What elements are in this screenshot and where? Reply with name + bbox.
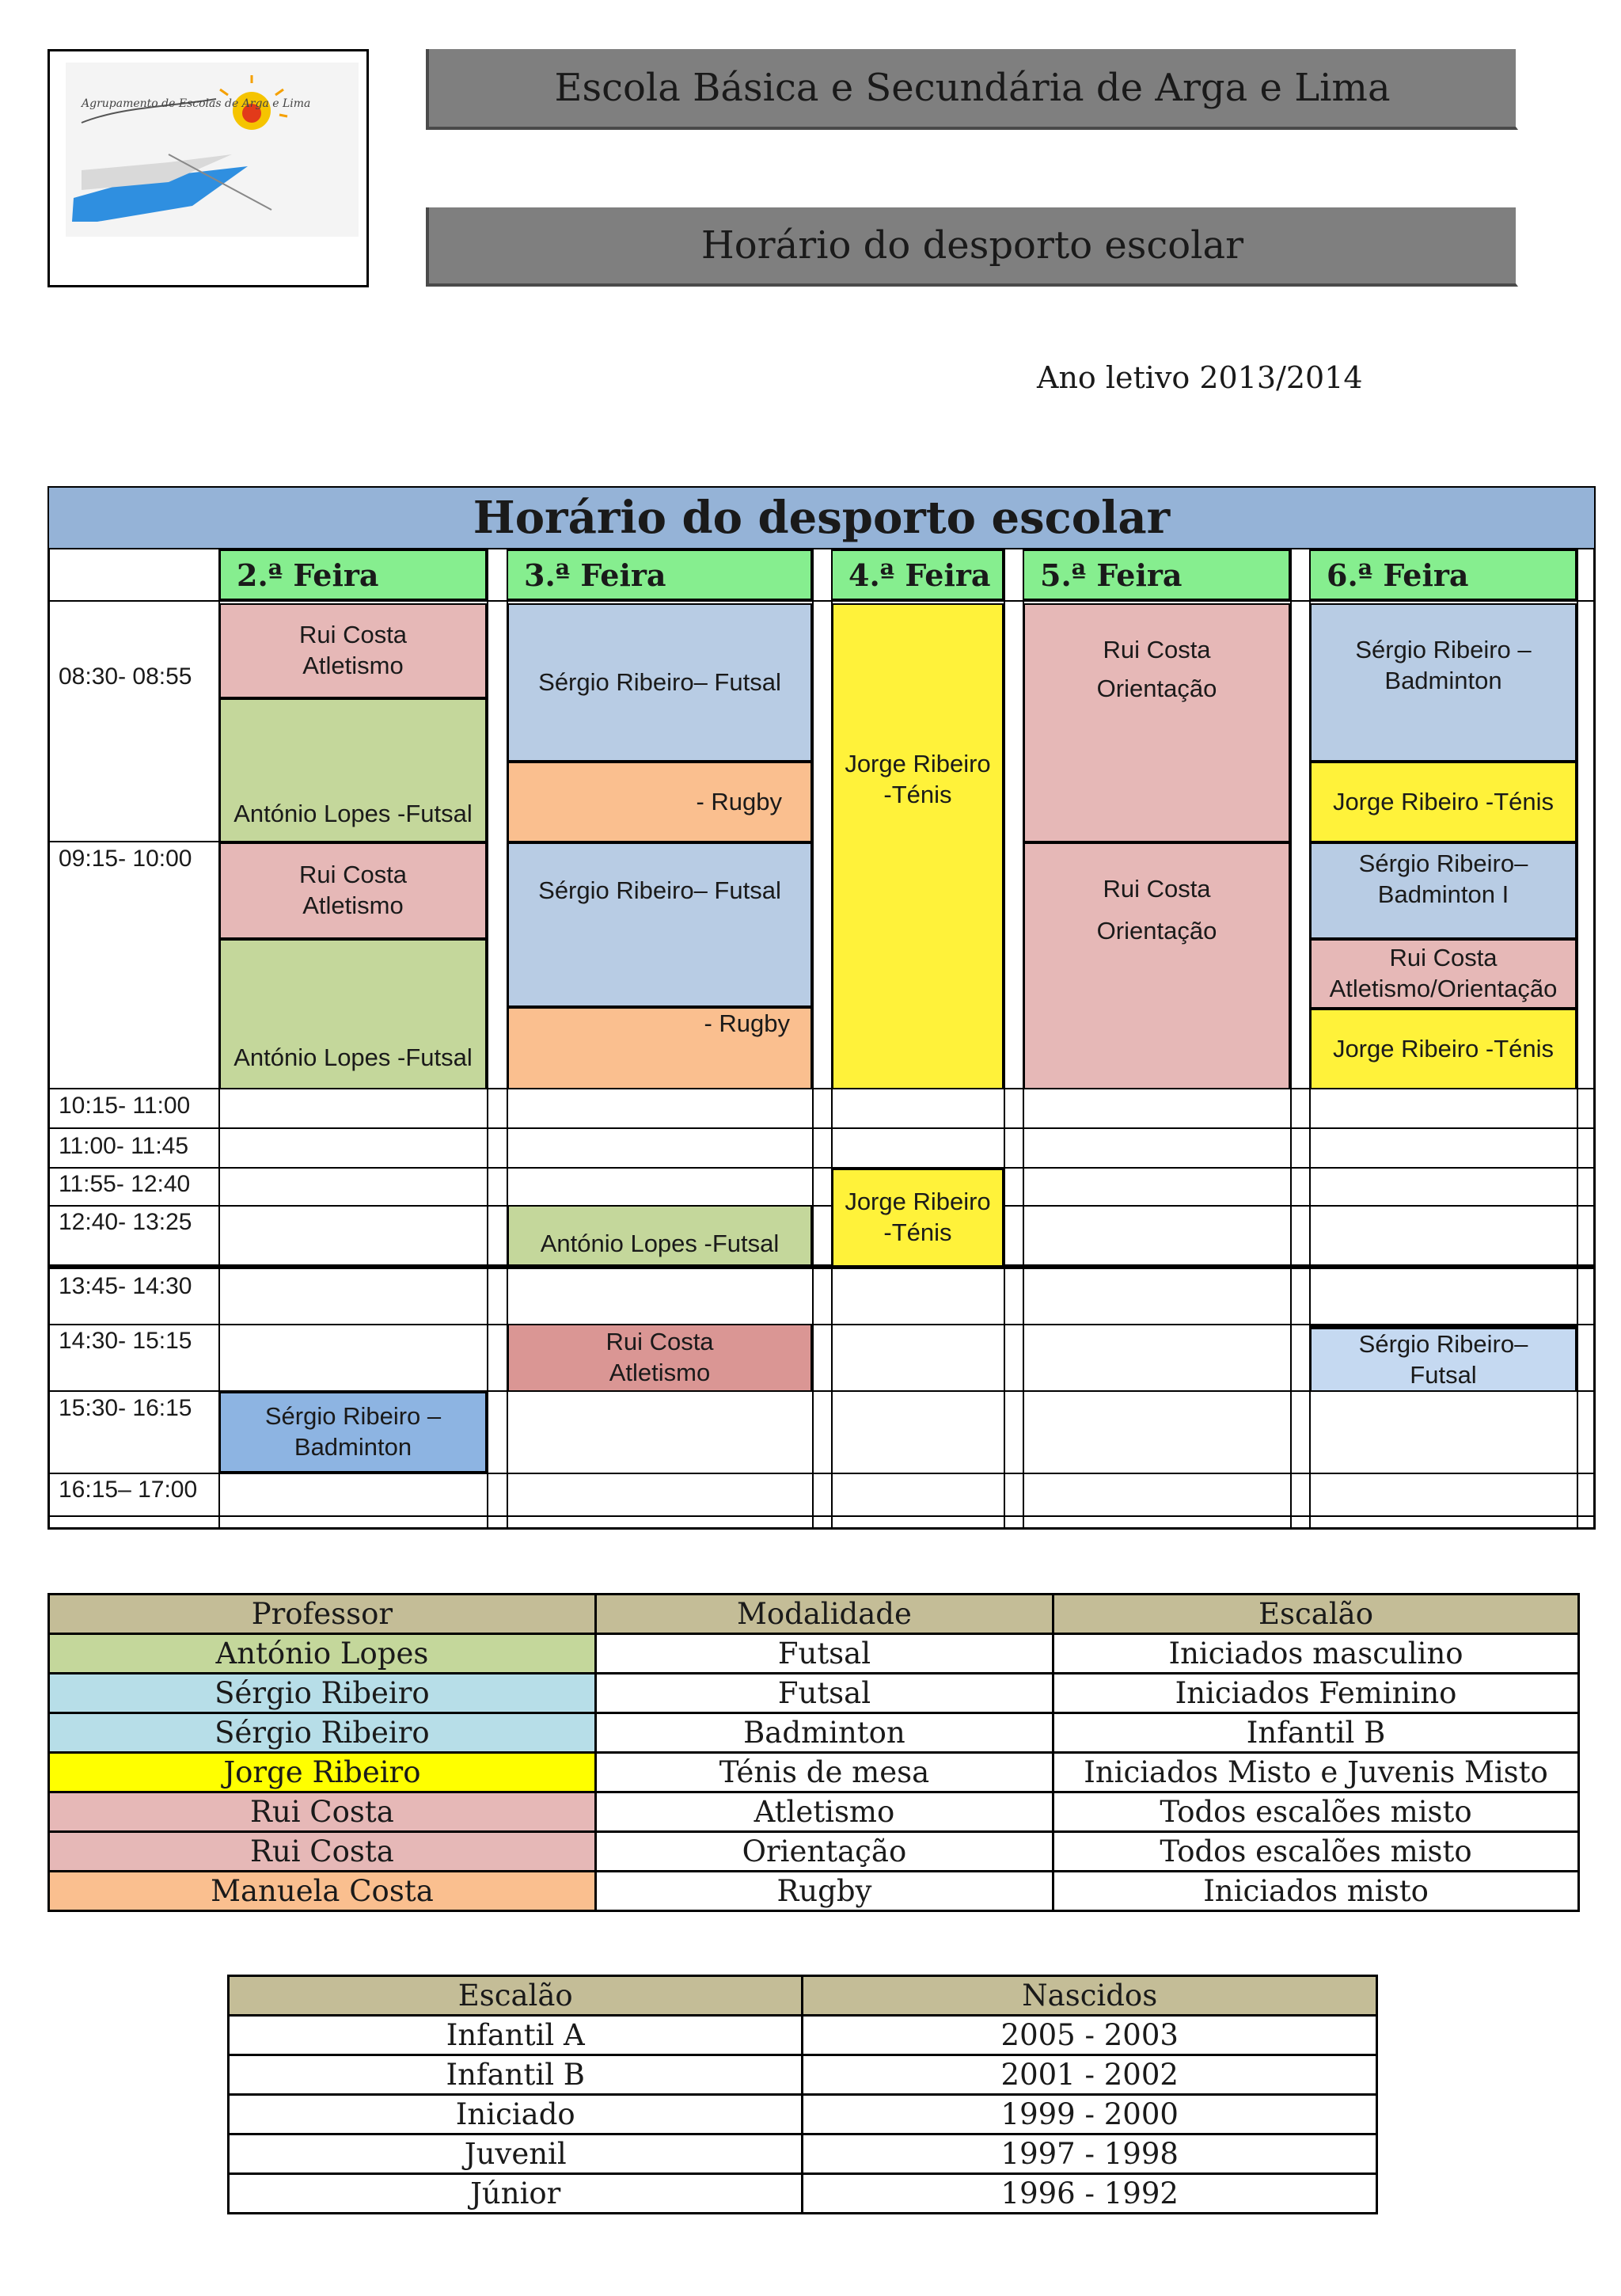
- grid-line: [47, 1205, 1596, 1207]
- activity-block: Rui Costa Orientação: [1023, 603, 1290, 842]
- grid-line: [47, 1515, 1596, 1517]
- birth-years-cell: 2005 - 2003: [803, 2016, 1377, 2055]
- sport-cell: Orientação: [595, 1832, 1053, 1872]
- day-header-wed: 4.ª Feira: [831, 549, 1004, 600]
- day-header-fri: 6.ª Feira: [1309, 549, 1577, 600]
- activity-block: Rui Costa Atletismo: [219, 603, 487, 698]
- school-name-banner: [426, 49, 1518, 130]
- level-cell: Infantil B: [1053, 1713, 1579, 1753]
- teacher-cell: Rui Costa: [49, 1792, 596, 1832]
- activity-block: António Lopes -Futsal: [507, 1205, 812, 1266]
- time-slot: 10:15- 11:00: [59, 1093, 191, 1119]
- activity-block: Jorge Ribeiro -Ténis: [832, 1169, 1004, 1267]
- teacher-cell: Sérgio Ribeiro: [49, 1713, 596, 1753]
- table-row: [49, 1792, 1579, 1832]
- time-slot: 14:30- 15:15: [59, 1328, 192, 1354]
- grid-line: [47, 841, 220, 842]
- sport-cell: Rugby: [595, 1872, 1053, 1911]
- grid-line: [47, 1127, 1596, 1129]
- level-cell: Infantil A: [229, 2016, 803, 2055]
- sport-cell: Ténis de mesa: [595, 1753, 1053, 1792]
- level-cell: Todos escalões misto: [1053, 1832, 1579, 1872]
- day-header-tue: 3.ª Feira: [507, 549, 812, 600]
- birth-years-cell: 1996 - 1992: [803, 2174, 1377, 2214]
- subtitle-banner: [426, 207, 1518, 287]
- activity-block: - Rugby: [507, 1007, 812, 1089]
- activity-block: Rui Costa Atletismo: [219, 842, 487, 939]
- activity-block: António Lopes -Futsal: [219, 939, 487, 1089]
- activity-block: Jorge Ribeiro -Ténis: [1310, 1009, 1577, 1089]
- time-slot: 13:45- 14:30: [59, 1273, 192, 1299]
- activity-block: Sérgio Ribeiro– Futsal: [507, 842, 812, 1007]
- activity-block: Sérgio Ribeiro– Futsal: [1310, 1325, 1577, 1392]
- time-slot: 12:40- 13:25: [59, 1209, 192, 1235]
- table-row: [229, 2174, 1377, 2214]
- logo-image: [50, 51, 366, 285]
- table-row: [49, 1832, 1579, 1872]
- grid-line: [1577, 549, 1578, 1530]
- teacher-cell: Rui Costa: [49, 1832, 596, 1872]
- activity-block: Rui Costa Atletismo: [507, 1324, 812, 1392]
- time-slot: 09:15- 10:00: [59, 846, 192, 872]
- teacher-cell: Manuela Costa: [49, 1872, 596, 1911]
- day-header-thu: 5.ª Feira: [1023, 549, 1290, 600]
- school-logo: [47, 49, 369, 287]
- activity-block: Sérgio Ribeiro– Badminton I: [1310, 842, 1577, 939]
- level-cell: Juvenil: [229, 2134, 803, 2174]
- age-groups-table: [227, 1975, 1378, 2214]
- sport-cell: Badminton: [595, 1713, 1053, 1753]
- table-row: [49, 1713, 1579, 1753]
- level-cell: Iniciados Feminino: [1053, 1674, 1579, 1713]
- teacher-legend-table: [47, 1593, 1580, 1912]
- activity-block: Sérgio Ribeiro – Badminton: [219, 1392, 487, 1473]
- grid-line: [487, 549, 488, 1530]
- table-row: [49, 1872, 1579, 1911]
- birth-years-cell: 1999 - 2000: [803, 2095, 1377, 2134]
- grid-line: [1290, 549, 1292, 1530]
- activity-block: - Rugby: [507, 762, 812, 842]
- activity-block: Sérgio Ribeiro– Futsal: [507, 603, 812, 762]
- level-cell: Iniciados Misto e Juvenis Misto: [1053, 1753, 1579, 1792]
- birth-years-cell: 2001 - 2002: [803, 2055, 1377, 2095]
- activity-block: Rui Costa Orientação: [1023, 842, 1290, 1089]
- activity-block: António Lopes -Futsal: [219, 698, 487, 842]
- column-header: Nascidos: [803, 1976, 1377, 2016]
- table-header-row: [229, 1976, 1377, 2016]
- table-header-row: [49, 1595, 1579, 1634]
- grid-line: [47, 600, 1596, 602]
- level-cell: Júnior: [229, 2174, 803, 2214]
- level-cell: Todos escalões misto: [1053, 1792, 1579, 1832]
- column-header: Escalão: [1053, 1595, 1579, 1634]
- time-slot: 11:55- 12:40: [59, 1171, 191, 1197]
- table-row: [49, 1674, 1579, 1713]
- table-row: [49, 1634, 1579, 1674]
- time-slot: 16:15– 17:00: [59, 1477, 198, 1503]
- grid-line: [1004, 549, 1005, 1530]
- grid-line: [47, 1167, 1596, 1169]
- level-cell: Infantil B: [229, 2055, 803, 2095]
- sport-cell: Futsal: [595, 1634, 1053, 1674]
- sport-cell: Atletismo: [595, 1792, 1053, 1832]
- birth-years-cell: 1997 - 1998: [803, 2134, 1377, 2174]
- table-row: [229, 2095, 1377, 2134]
- sport-cell: Futsal: [595, 1674, 1053, 1713]
- table-row: [229, 2016, 1377, 2055]
- column-header: Professor: [49, 1595, 596, 1634]
- time-slot: 08:30- 08:55: [59, 663, 192, 690]
- activity-block: Jorge Ribeiro -Ténis: [832, 603, 1004, 1089]
- lunch-divider: [47, 1264, 1596, 1269]
- table-row: [229, 2134, 1377, 2174]
- logo-text: Agrupamento de Escolas de Arga e Lima: [82, 97, 311, 110]
- school-name: Escola Básica e Secundária de Arga e Lima: [554, 66, 1391, 110]
- schedule-title: Horário do desporto escolar: [47, 486, 1596, 549]
- grid-line: [812, 549, 814, 1530]
- column-header: Escalão: [229, 1976, 803, 2016]
- school-year: Ano letivo 2013/2014: [1037, 360, 1363, 395]
- table-row: [49, 1753, 1579, 1792]
- level-cell: Iniciado: [229, 2095, 803, 2134]
- activity-block: Rui Costa Atletismo/Orientação: [1310, 939, 1577, 1009]
- day-header-mon: 2.ª Feira: [219, 549, 487, 600]
- time-slot: 15:30- 16:15: [59, 1395, 192, 1421]
- level-cell: Iniciados misto: [1053, 1872, 1579, 1911]
- table-row: [229, 2055, 1377, 2095]
- teacher-cell: Jorge Ribeiro: [49, 1753, 596, 1792]
- activity-block: Jorge Ribeiro -Ténis: [1310, 762, 1577, 842]
- column-header: Modalidade: [595, 1595, 1053, 1634]
- teacher-cell: Sérgio Ribeiro: [49, 1674, 596, 1713]
- page-subtitle: Horário do desporto escolar: [700, 223, 1244, 268]
- activity-block: Sérgio Ribeiro – Badminton: [1310, 603, 1577, 762]
- grid-line: [47, 1473, 1596, 1474]
- level-cell: Iniciados masculino: [1053, 1634, 1579, 1674]
- teacher-cell: António Lopes: [49, 1634, 596, 1674]
- time-slot: 11:00- 11:45: [59, 1133, 189, 1159]
